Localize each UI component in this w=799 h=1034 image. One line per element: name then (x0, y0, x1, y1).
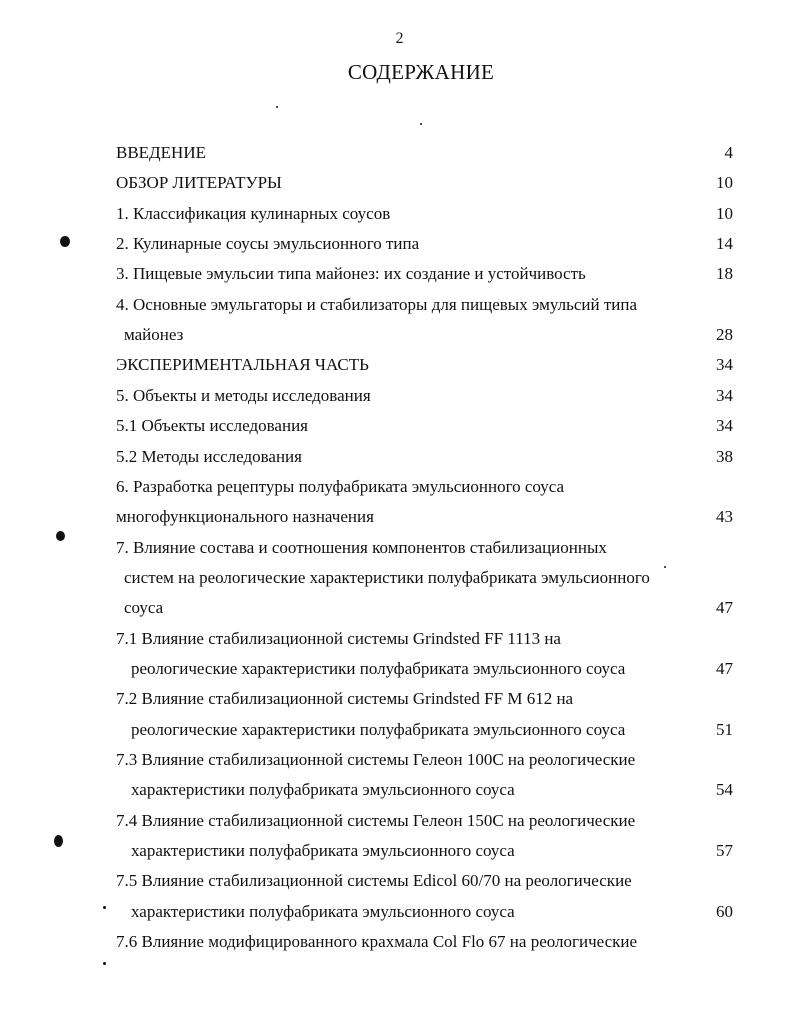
scan-speck (56, 531, 65, 541)
toc-entry-continuation: реологические характеристики полуфабриката эмульсионного соуса (131, 719, 626, 739)
toc-entry-page: 14 (716, 234, 733, 254)
toc-entry-page: 28 (716, 325, 733, 345)
toc-entry-continuation: систем на реологические характеристики полуфабриката эмульсионного (124, 567, 650, 587)
toc-entry-continuation: майонез (124, 325, 184, 345)
toc-entry-title: 3. Пищевые эмульсии типа майонез: их создание и устойчивость (116, 264, 586, 284)
toc-entry-page: 43 (716, 507, 733, 527)
toc-entry-title: 7.3 Влияние стабилизационной системы Гелеон 100С на реологические (116, 750, 636, 769)
toc-entry-page: 10 (716, 173, 733, 193)
toc-entry-page: 60 (716, 901, 733, 921)
toc-entry-page: 10 (716, 203, 733, 223)
toc-entry-title: 5. Объекты и методы исследования (116, 385, 371, 405)
toc-entry-title: 5.1 Объекты исследования (116, 416, 308, 436)
toc-entry-continuation: характеристики полуфабриката эмульсионного соуса (131, 841, 515, 861)
toc-entry-title: ВВЕДЕНИЕ (116, 143, 206, 162)
toc-entry-title: 7.4 Влияние стабилизационной системы Гелеон 150С на реологические (116, 810, 636, 830)
toc-entry-page: 4 (724, 143, 733, 162)
toc-entry-title: 6. Разработка рецептуры полуфабриката эмульсионного соуса (116, 476, 565, 496)
scan-speck (664, 566, 666, 568)
toc-entry-continuation: соуса (124, 598, 164, 618)
toc-entry-page: 57 (716, 841, 733, 861)
toc-entry-continuation: характеристики полуфабриката эмульсионного соуса (131, 780, 515, 800)
toc-entry-title: ОБЗОР ЛИТЕРАТУРЫ (116, 173, 282, 193)
toc-entry-title: ЭКСПЕРИМЕНТАЛЬНАЯ ЧАСТЬ (116, 355, 369, 375)
toc-entry-page: 18 (716, 264, 733, 284)
toc-entry-continuation: характеристики полуфабриката эмульсионного соуса (131, 901, 515, 921)
scan-speck (103, 962, 106, 965)
scan-speck (60, 236, 70, 247)
toc-entry-page: 38 (716, 446, 733, 466)
toc-entry-title: 2. Кулинарные соусы эмульсионного типа (116, 234, 420, 254)
toc-entry-page: 34 (716, 355, 733, 375)
toc-entry-title: 7.2 Влияние стабилизационной системы Grindsted FF M 612 на (116, 689, 574, 709)
toc-entry-title: 5.2 Методы исследования (116, 446, 302, 466)
toc-entry-page: 47 (716, 598, 733, 618)
toc-entry-title: 4. Основные эмульгаторы и стабилизаторы для пищевых эмульсий типа (116, 294, 637, 314)
scan-speck (103, 906, 106, 909)
page-title: СОДЕРЖАНИЕ (347, 60, 495, 84)
toc-entry-title: 1. Классификация кулинарных соусов (116, 203, 391, 223)
toc-entry-page: 47 (716, 658, 733, 678)
toc-entry-title: 7.6 Влияние модифицированного крахмала Col Flo 67 на реологические (116, 932, 638, 952)
toc-entry-page: 34 (716, 416, 733, 436)
page-number: 2 (395, 30, 404, 47)
scan-speck (420, 123, 422, 125)
scan-speck (276, 106, 278, 108)
toc-entry-title: 7.1 Влияние стабилизационной системы Grindsted FF 1113 на (116, 628, 561, 648)
toc-entry-page: 54 (716, 780, 733, 800)
toc-entry-continuation: реологические характеристики полуфабриката эмульсионного соуса (131, 658, 626, 678)
toc-entry-continuation: многофункционального назначения (116, 507, 374, 527)
toc-entry-page: 34 (716, 385, 733, 405)
toc-entry-title: 7.5 Влияние стабилизационной системы Edicol 60/70 на реологические (116, 871, 632, 891)
toc-entry-page: 51 (716, 719, 733, 739)
toc-entry-title: 7. Влияние состава и соотношения компонентов стабилизационных (116, 537, 607, 557)
scan-speck (54, 835, 63, 847)
